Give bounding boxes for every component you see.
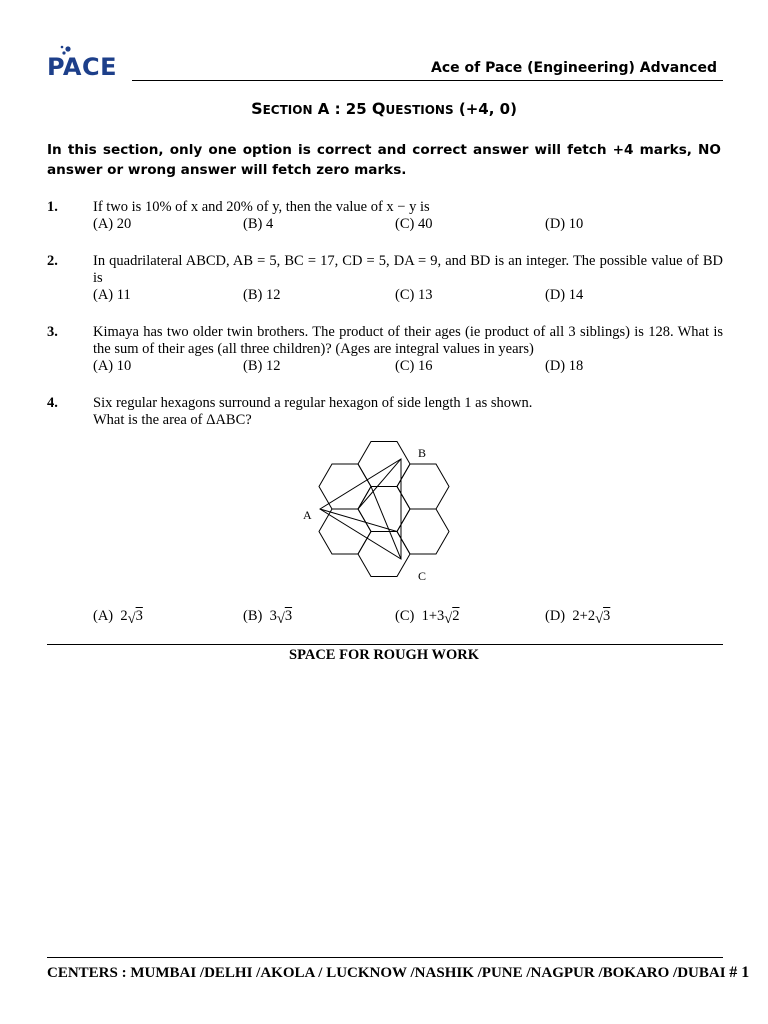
hexagon-figure — [298, 430, 470, 588]
vertex-label-a: A — [303, 508, 312, 522]
question-text: Six regular hexagons surround a regular hexagon of side length 1 as shown. — [93, 395, 533, 411]
option-a: (A) 20 — [93, 216, 132, 232]
option-c: (C) 40 — [395, 216, 433, 232]
option-row-q4 — [93, 608, 693, 628]
option-row — [93, 216, 723, 233]
construction-line — [358, 459, 401, 509]
header-rule — [132, 80, 723, 81]
option-d: (D) 2+2√3 — [545, 608, 611, 627]
outer-hexagon — [358, 441, 410, 486]
question-text: Kimaya has two older twin brothers. The product of their ages (ie product of all 3 siblings) is 128. What is the sum of their ages (all three children)? (Ages are integral values in years) — [93, 324, 723, 357]
option-d: (D) 18 — [545, 358, 584, 374]
center-hexagon — [358, 486, 410, 531]
option-c: (C) 16 — [395, 358, 433, 374]
rough-work-label: SPACE FOR ROUGH WORK — [289, 647, 479, 663]
question-number: 2. — [47, 253, 58, 269]
option-b: (B) 12 — [243, 287, 281, 303]
question-number: 3. — [47, 324, 58, 340]
outer-hexagon — [397, 509, 449, 554]
header-title: Ace of Pace (Engineering) Advanced — [431, 60, 717, 76]
svg-text:PACE: PACE — [47, 53, 117, 78]
option-row — [93, 287, 723, 304]
question-text: In quadrilateral ABCD, AB = 5, BC = 17, CD = 5, DA = 9, and BD is an integer. The possible value of BD is — [93, 253, 723, 286]
question-number: 4. — [47, 395, 58, 411]
option-d: (D) 14 — [545, 287, 584, 303]
question-text-line-2: What is the area of ΔABC? — [93, 412, 252, 428]
option-c: (C) 1+3√2 — [395, 608, 460, 627]
pace-logo — [46, 44, 130, 78]
question-3 — [47, 324, 723, 375]
option-a: (A) 10 — [93, 358, 132, 374]
question-text: If two is 10% of x and 20% of y, then the value of x − y is — [93, 199, 430, 215]
section-divider — [47, 644, 723, 645]
centers-list: CENTERS : MUMBAI /DELHI /AKOLA / LUCKNOW /NASHIK /PUNE /NAGPUR /BOKARO /DUBAI — [47, 965, 726, 981]
vertex-label-b: B — [418, 446, 427, 460]
section-instructions: In this section, only one option is correct and correct answer will fetch +4 marks, NO answer or wrong answer will fetch zero marks. — [47, 142, 721, 178]
footer-centers — [47, 964, 749, 982]
question-1 — [47, 199, 723, 233]
option-b: (B) 4 — [243, 216, 274, 232]
option-a: (A) 11 — [93, 287, 131, 303]
option-row — [93, 358, 723, 375]
option-b: (B) 3√3 — [243, 608, 293, 627]
outer-hexagon — [358, 532, 410, 577]
page-number: # 1 — [729, 964, 750, 981]
question-2 — [47, 253, 723, 304]
outer-hexagon — [319, 509, 371, 554]
outer-hexagon — [397, 464, 449, 509]
vertex-label-c: C — [418, 569, 427, 583]
option-c: (C) 13 — [395, 287, 433, 303]
construction-line — [371, 486, 401, 559]
question-number: 1. — [47, 199, 58, 215]
question-4 — [47, 395, 723, 429]
option-d: (D) 10 — [545, 216, 584, 232]
option-a: (A) 2√3 — [93, 608, 143, 627]
option-b: (B) 12 — [243, 358, 281, 374]
footer-rule — [47, 957, 723, 958]
section-heading: SECTION A : 25 QUESTIONS (+4, 0) — [251, 99, 517, 118]
